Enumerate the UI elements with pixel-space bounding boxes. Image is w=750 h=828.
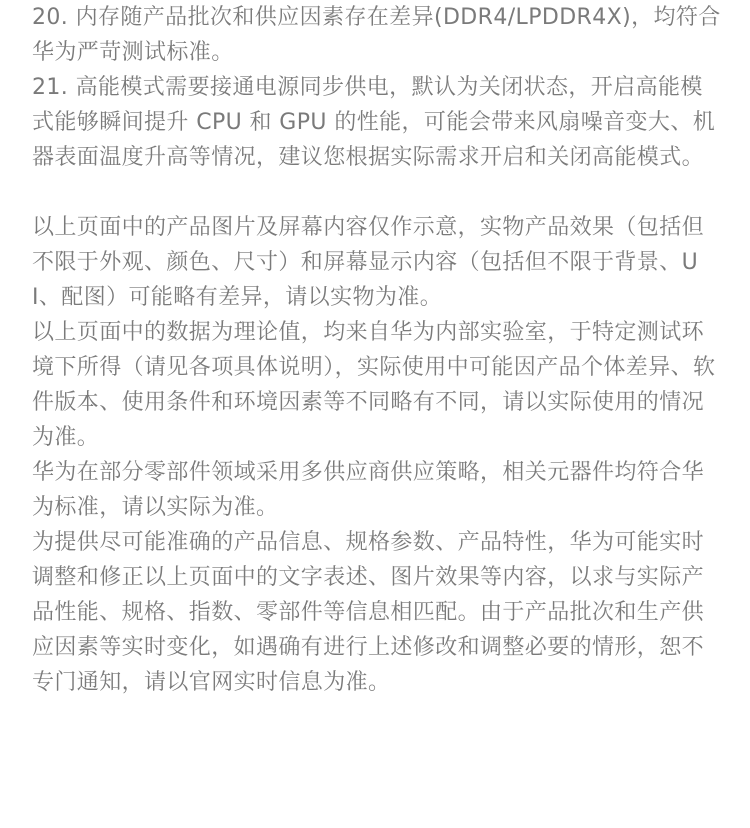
footnotes-container xyxy=(32,0,722,700)
note-21: 21. 高能模式需要接通电源同步供电，默认为关闭状态，开启高能模式能够瞬间提升 CPU 和 GPU 的性能，可能会带来风扇噪音变大、机器表面温度升高等情况，建议您根据实际需求开启和关闭高能模式。 xyxy=(32,75,716,170)
disclaimer-updates: 为提供尽可能准确的产品信息、规格参数、产品特性，华为可能实时调整和修正以上页面中的文字表述、图片效果等内容，以求与实际产品性能、规格、指数、零部件等信息相匹配。由于产品批次和生产供应因素等实时变化，如遇确有进行上述修改和调整必要的情形，恕不专门通知，请以官网实时信息为准。 xyxy=(32,530,705,695)
note-20: 20. 内存随产品批次和供应因素存在差异(DDR4/LPDDR4X)，均符合华为严苛测试标准。 xyxy=(32,5,721,65)
disclaimer-data: 以上页面中的数据为理论值，均来自华为内部实验室，于特定测试环境下所得（请见各项具体说明），实际使用中可能因产品个体差异、软件版本、使用条件和环境因素等不同略有不同，请以实际使用的情况为准。 xyxy=(32,320,716,450)
disclaimer-images: 以上页面中的产品图片及屏幕内容仅作示意，实物产品效果（包括但不限于外观、颜色、尺寸）和屏幕显示内容（包括但不限于背景、UI、配图）可能略有差异，请以实物为准。 xyxy=(32,215,705,310)
section-spacer xyxy=(32,175,722,210)
disclaimer-suppliers: 华为在部分零部件领域采用多供应商供应策略，相关元器件均符合华为标准，请以实际为准。 xyxy=(32,460,705,520)
